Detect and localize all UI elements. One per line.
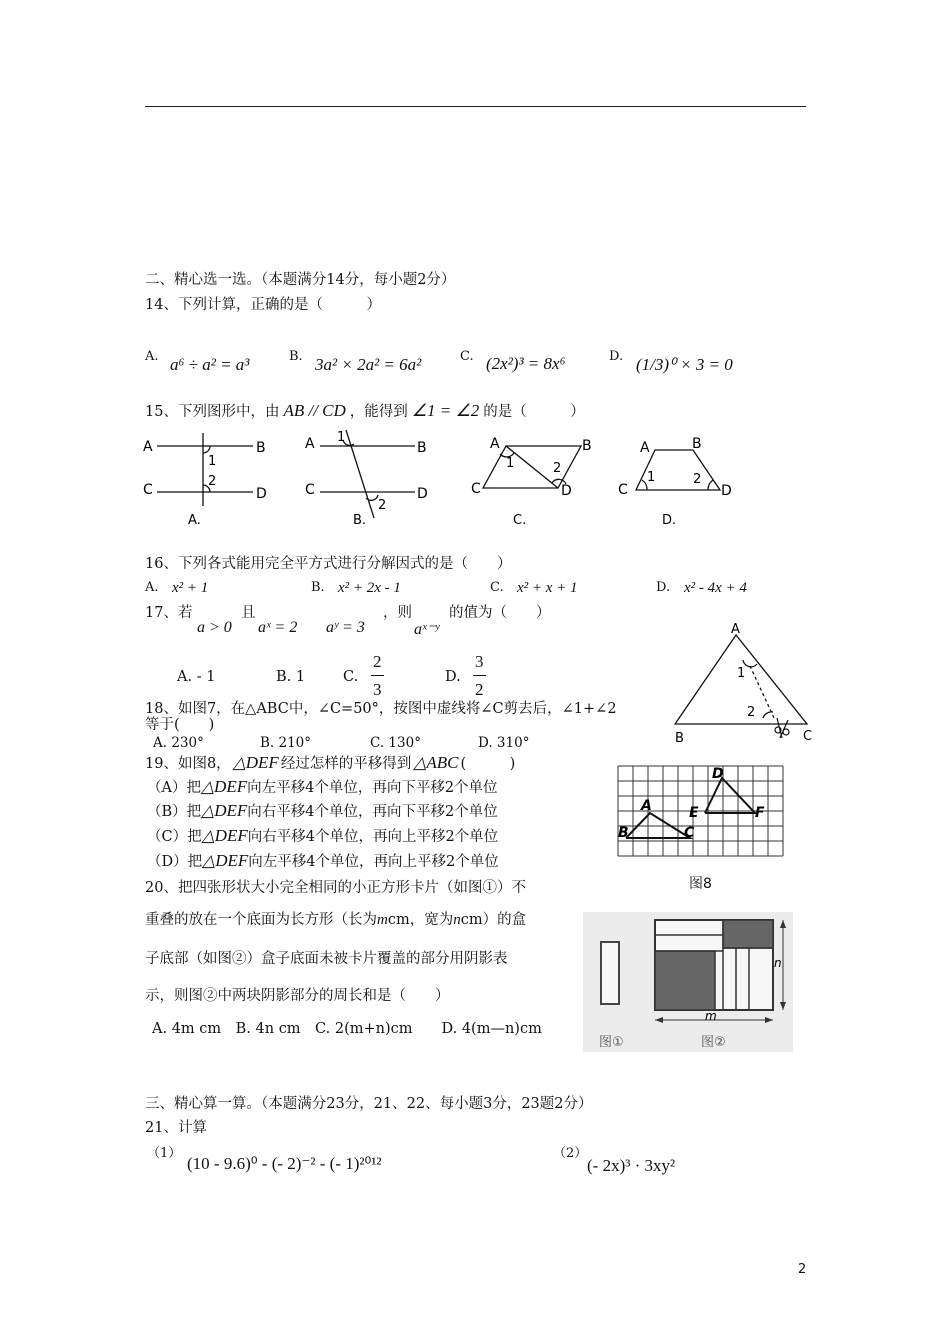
q14-c-label: C. <box>460 349 474 364</box>
q19-option-c <box>147 826 498 846</box>
q19-a-tri: △DEF <box>200 777 248 796</box>
q18-stem: 18、如图7，在△ABC中，∠C=50°，按图中虚线将∠C剪去后，∠1+∠2 <box>145 701 617 717</box>
fig8-F: F <box>755 805 765 821</box>
q15-b-C: C <box>305 482 315 498</box>
q14-d-label: D. <box>609 349 624 364</box>
q20-line4: 示，则图②中两块阴影部分的周长和是（ ） <box>145 988 450 1004</box>
q16-b-expr: x² + 2x - 1 <box>338 580 401 596</box>
q15-c-caption: C. <box>513 513 527 528</box>
q19-c-post: 向右平移4个单位，再向上平移2个单位 <box>247 829 499 845</box>
fig8-A: A <box>641 798 652 814</box>
q15-d-1: 1 <box>647 470 656 485</box>
q14-b-label: B. <box>289 349 303 364</box>
q19-option-a <box>147 777 498 797</box>
q17-cond3: aʸ = 3 <box>326 619 365 636</box>
q19-stem-prefix: 19、如图8， <box>145 756 231 772</box>
scissors-icon <box>775 718 789 738</box>
fig8-B: B <box>618 825 629 841</box>
q17-stem-prefix: 17、若 <box>145 605 193 621</box>
q15-stem <box>145 401 585 421</box>
q15-a-1: 1 <box>208 454 217 469</box>
fig7-2: 2 <box>747 705 756 720</box>
q17-cond2: aˣ = 2 <box>258 619 298 636</box>
section3-title: 三、精心算一算。（本题满分23分，21、22、每小题3分，23题2分） <box>145 1096 593 1112</box>
q18-c: C. 130° <box>370 735 421 751</box>
q16-b-label: B. <box>311 580 325 595</box>
q14-c-expr: (2x²)³ = 8x⁶ <box>486 354 566 373</box>
q20-line1: 20、把四张形状大小完全相同的小正方形卡片（如图①）不 <box>145 880 526 896</box>
q15-a-C: C <box>143 482 153 498</box>
q15-c-1: 1 <box>506 456 515 471</box>
q17-c-num: 2 <box>373 652 382 671</box>
q20-fig2-caption: 图② <box>701 1035 726 1050</box>
q21-p2-expr: (- 2x)³ · 3xy² <box>587 1156 676 1175</box>
q17-then: ，则 <box>383 605 412 621</box>
q20-fig-n: n <box>774 956 782 970</box>
q19-stem-mid: 经过怎样的平移得到 <box>280 756 412 772</box>
q14-a-expr: a⁶ ÷ a² = a³ <box>170 355 250 374</box>
q15-b-B: B <box>417 440 427 456</box>
fig8-C: C <box>684 825 695 841</box>
q20-line2-mid: cm，宽为 <box>387 912 454 928</box>
q21-p1-label: （1） <box>147 1146 182 1161</box>
q15-a-D: D <box>256 486 267 502</box>
q14-b-expr: 3a² × 2a² = 6a² <box>315 355 422 374</box>
q19-figure <box>615 763 793 858</box>
fig8-E: E <box>689 805 699 821</box>
fig7-A: A <box>731 622 740 637</box>
q17-cond1: a > 0 <box>197 619 232 636</box>
q19-d-pre: （D）把 <box>147 854 203 870</box>
q16-stem: 16、下列各式能用完全平方式进行分解因式的是（ ） <box>145 556 512 572</box>
q19-option-d <box>147 851 499 871</box>
q15-c-B: B <box>582 438 592 454</box>
q18-a: A. 230° <box>153 735 204 751</box>
q17-c-bar <box>371 675 384 676</box>
q15-stem-suffix: 的是（ ） <box>483 404 585 420</box>
q18-d: D. 310° <box>478 735 530 751</box>
q18-b: B. 210° <box>260 735 312 751</box>
q19-a-pre: （A）把 <box>147 780 201 796</box>
q17-suffix: 的值为（ ） <box>449 605 551 621</box>
q20-fig1-caption: 图① <box>599 1035 624 1050</box>
q19-option-b <box>147 801 498 821</box>
q15-c-2: 2 <box>553 461 562 476</box>
q19-stem <box>145 753 515 773</box>
q16-a-expr: x² + 1 <box>172 580 209 596</box>
q15-a-A: A <box>143 439 153 455</box>
page-number: 2 <box>798 1262 807 1277</box>
q17-c-label: C. <box>343 669 359 685</box>
fig8-D: D <box>712 766 724 782</box>
q20-line2 <box>145 911 526 929</box>
q14-a-label: A. <box>145 349 159 364</box>
q15-a-caption: A. <box>188 513 201 528</box>
q20-figure <box>583 912 793 1052</box>
fig7-B: B <box>675 731 684 746</box>
q15-b-D: D <box>417 486 428 502</box>
q15-d-A: A <box>640 440 650 456</box>
section2-title: 二、精心选一选。（本题满分14分，每小题2分） <box>145 272 456 288</box>
q15-b-1: 1 <box>337 430 346 445</box>
q15-b-2: 2 <box>378 498 387 513</box>
q16-a-label: A. <box>145 580 159 595</box>
q16-c-expr: x² + x + 1 <box>517 580 578 596</box>
q18-stem2: 等于( ) <box>145 717 215 733</box>
fig7-1: 1 <box>737 666 746 681</box>
q15-angle: ∠1 = ∠2 <box>411 401 480 420</box>
q15-fig-b <box>320 430 415 518</box>
q17-c-den: 3 <box>373 680 382 699</box>
q21-p2-label: （2） <box>553 1146 588 1161</box>
q15-d-caption: D. <box>662 513 677 528</box>
q19-d-tri: △DEF <box>202 851 249 870</box>
q15-fig-c <box>483 446 581 488</box>
q16-d-label: D. <box>656 580 671 595</box>
q20-m: m <box>377 912 388 928</box>
fig7-C: C <box>803 729 813 744</box>
q19-tri2: △ABC <box>413 753 459 772</box>
q16-d-expr: x² - 4x + 4 <box>684 580 747 596</box>
q19-d-post: 向左平移4个单位，再向上平移2个单位 <box>248 854 499 870</box>
q21-p1-expr: (10 - 9.6)⁰ - (- 2)⁻² - (- 1)²⁰¹² <box>187 1154 382 1173</box>
q15-b-caption: B. <box>353 513 367 528</box>
q15-figures <box>140 428 740 533</box>
q17-a: A. - 1 <box>177 669 216 685</box>
q15-cond: AB // CD <box>283 401 346 420</box>
q16-c-label: C. <box>490 580 504 595</box>
q15-stem-mid: ，能得到 <box>349 404 408 420</box>
q15-b-A: A <box>305 436 315 452</box>
q19-tri1: △DEF <box>232 753 279 772</box>
q20-line2-post: cm）的盒 <box>460 912 527 928</box>
q19-c-pre: （C）把 <box>147 829 202 845</box>
q20-line2-pre: 重叠的放在一个底面为长方形（长为 <box>145 912 377 928</box>
q15-a-2: 2 <box>208 474 217 489</box>
q18-figure <box>665 620 825 750</box>
q19-b-pre: （B）把 <box>147 804 202 820</box>
q19-b-post: 向右平移4个单位，再向下平移2个单位 <box>247 804 498 820</box>
q17-d-bar <box>473 675 486 676</box>
q17-and: 且 <box>241 605 256 621</box>
q17-d-num: 3 <box>475 652 484 671</box>
q17-d-den: 2 <box>475 680 484 699</box>
q15-d-B: B <box>692 436 702 452</box>
q15-a-B: B <box>256 440 266 456</box>
q14-d-expr: (1/3)⁰ × 3 = 0 <box>636 355 733 374</box>
q19-a-post: 向左平移4个单位，再向下平移2个单位 <box>247 780 498 796</box>
q19-c-tri: △DEF <box>201 826 248 845</box>
q17-d-label: D. <box>445 669 461 685</box>
q15-d-C: C <box>618 482 628 498</box>
q15-c-D: D <box>561 483 572 499</box>
q15-c-C: C <box>471 481 481 497</box>
q15-d-2: 2 <box>693 472 702 487</box>
q20-fig-m: m <box>705 1009 717 1023</box>
q19-stem-suffix: ( ) <box>460 756 516 772</box>
q15-stem-prefix: 15、下列图形中，由 <box>145 404 280 420</box>
q19-b-tri: △DEF <box>201 801 248 820</box>
q15-d-D: D <box>721 483 732 499</box>
q20-n: n <box>453 912 461 928</box>
q21-stem: 21、计算 <box>145 1120 207 1136</box>
header-rule <box>145 106 806 107</box>
q15-c-A: A <box>490 436 500 452</box>
q20-options: A. 4m cm B. 4n cm C. 2(m+n)cm D. 4(m—n)cm <box>152 1021 542 1037</box>
q15-fig-a <box>157 433 253 506</box>
q14-stem: 14、下列计算，正确的是（ ） <box>145 297 381 313</box>
q17-target: aˣ⁻ʸ <box>414 621 440 638</box>
fig8-caption: 图8 <box>689 876 712 892</box>
q20-line3: 子底部（如图②）盒子底面未被卡片覆盖的部分用阴影表 <box>145 951 508 967</box>
q17-b: B. 1 <box>276 669 306 685</box>
